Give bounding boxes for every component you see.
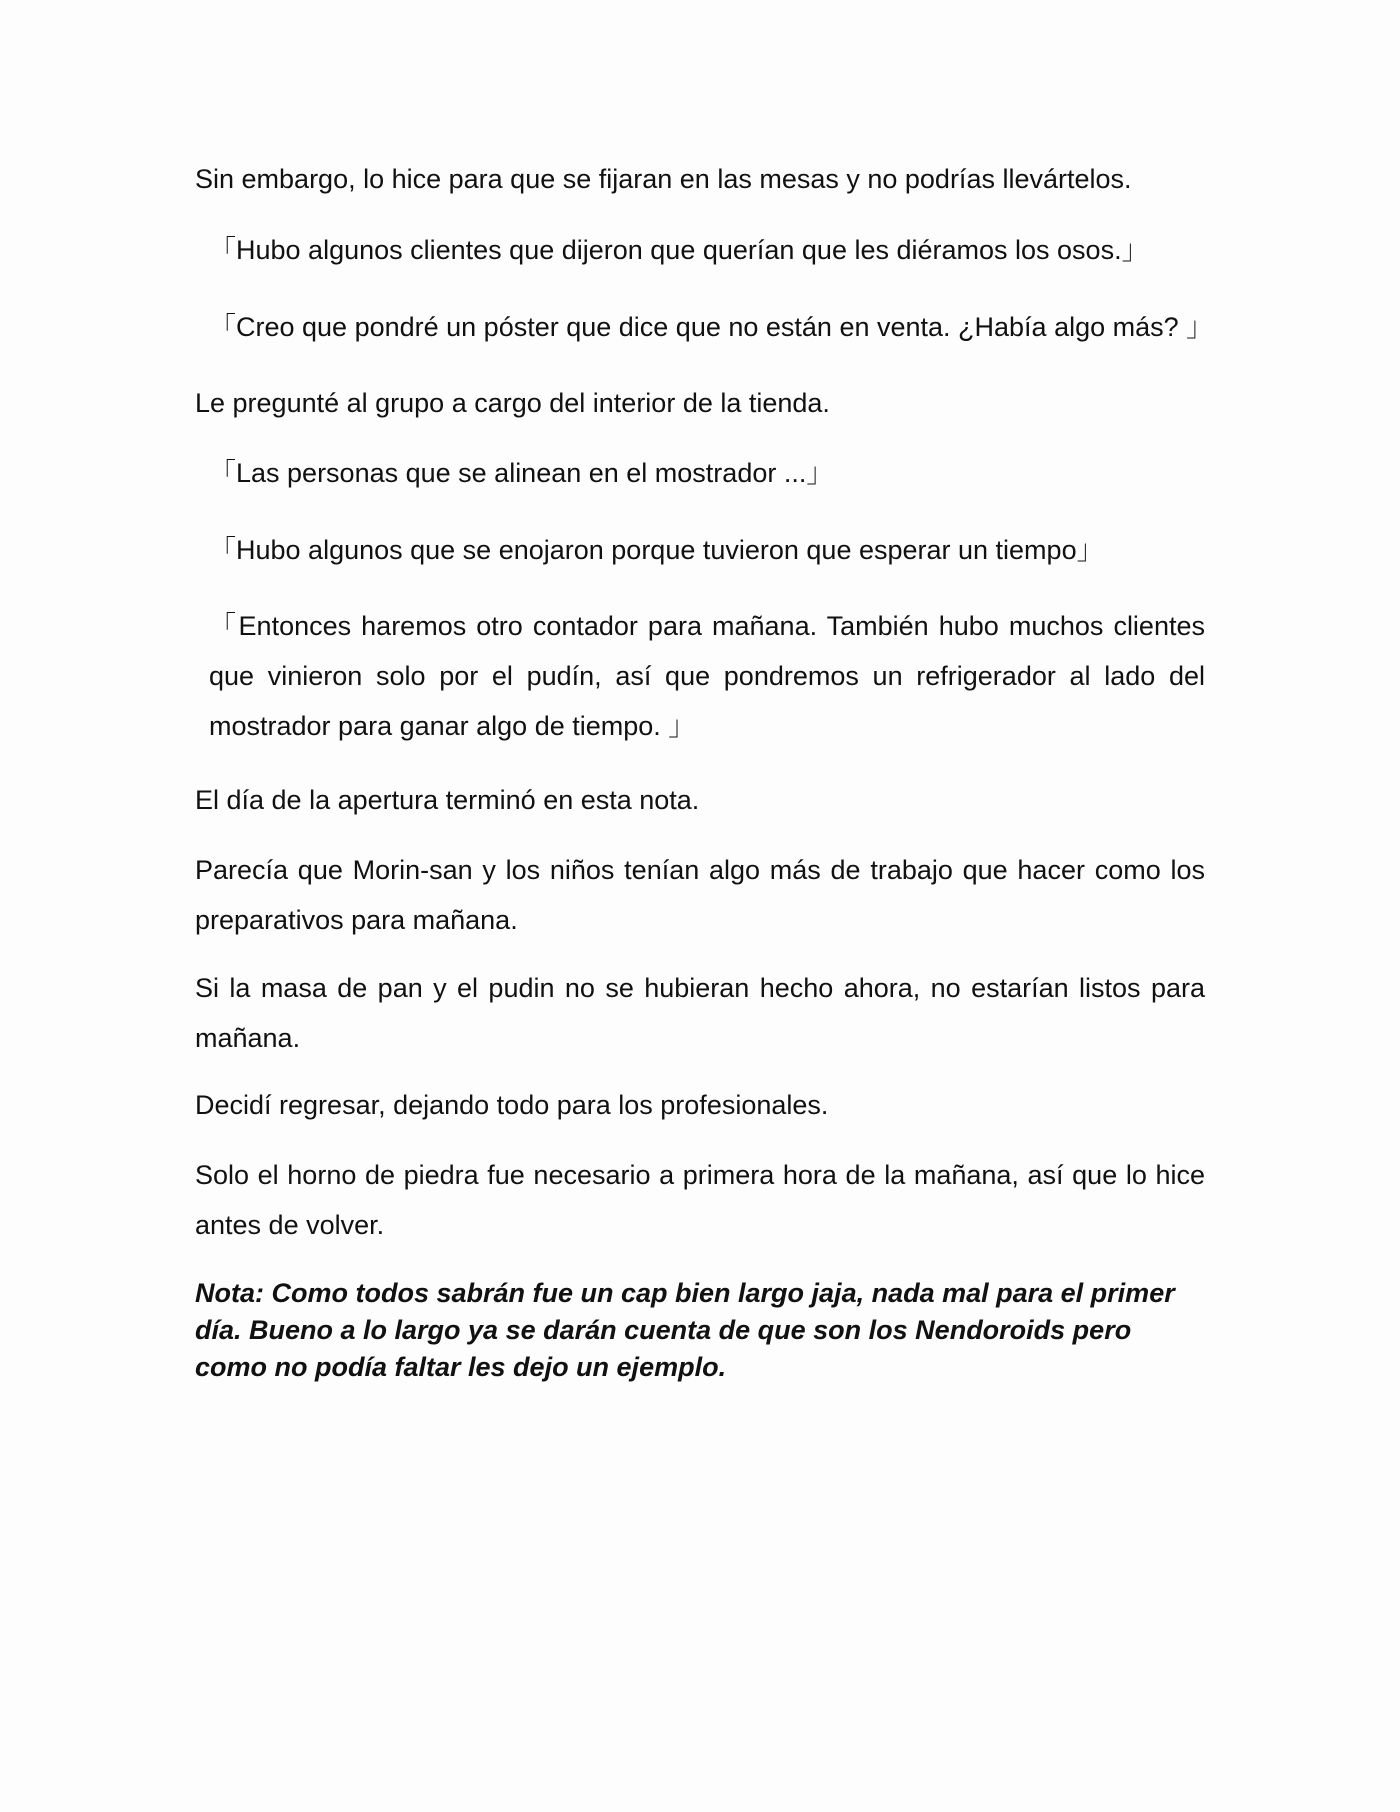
dialogue-line: 「Hubo algunos clientes que dijeron que querían que les diéramos los osos.」 — [209, 235, 1149, 265]
paragraph: Decidí regresar, dejando todo para los profesionales. — [195, 1090, 829, 1120]
paragraph: Sin embargo, lo hice para que se fijaran en las mesas y no podrías llevártelos. — [195, 164, 1132, 194]
dialogue-line: 「Creo que pondré un póster que dice que no están en venta. ¿Había algo más? 」 — [209, 312, 1214, 342]
paragraph: Parecía que Morin-san y los niños tenían algo más de trabajo que hacer como los preparativos para mañana. — [195, 855, 1205, 935]
paragraph: Le pregunté al grupo a cargo del interior de la tienda. — [195, 388, 830, 418]
paragraph: El día de la apertura terminó en esta nota. — [195, 785, 700, 815]
dialogue-line: 「Entonces haremos otro contador para mañana. También hubo muchos clientes que vinieron solo por el pudín, así que pondremos un refrigerador al lado del mostrador para ganar algo de tiempo. 」 — [209, 611, 1205, 741]
paragraph: Si la masa de pan y el pudin no se hubieran hecho ahora, no estarían listos para mañana. — [195, 973, 1205, 1053]
translator-note: Nota: Como todos sabrán fue un cap bien largo jaja, nada mal para el primer día. Bueno a lo largo ya se darán cuenta de que son los Nendoroids pero como no podía faltar les dejo un ejemplo. — [195, 1278, 1175, 1382]
dialogue-line: 「Las personas que se alinean en el mostrador ...」 — [209, 458, 834, 488]
dialogue-line: 「Hubo algunos que se enojaron porque tuvieron que esperar un tiempo」 — [209, 535, 1104, 565]
paragraph: Solo el horno de piedra fue necesario a primera hora de la mañana, así que lo hice antes de volver. — [195, 1160, 1205, 1240]
